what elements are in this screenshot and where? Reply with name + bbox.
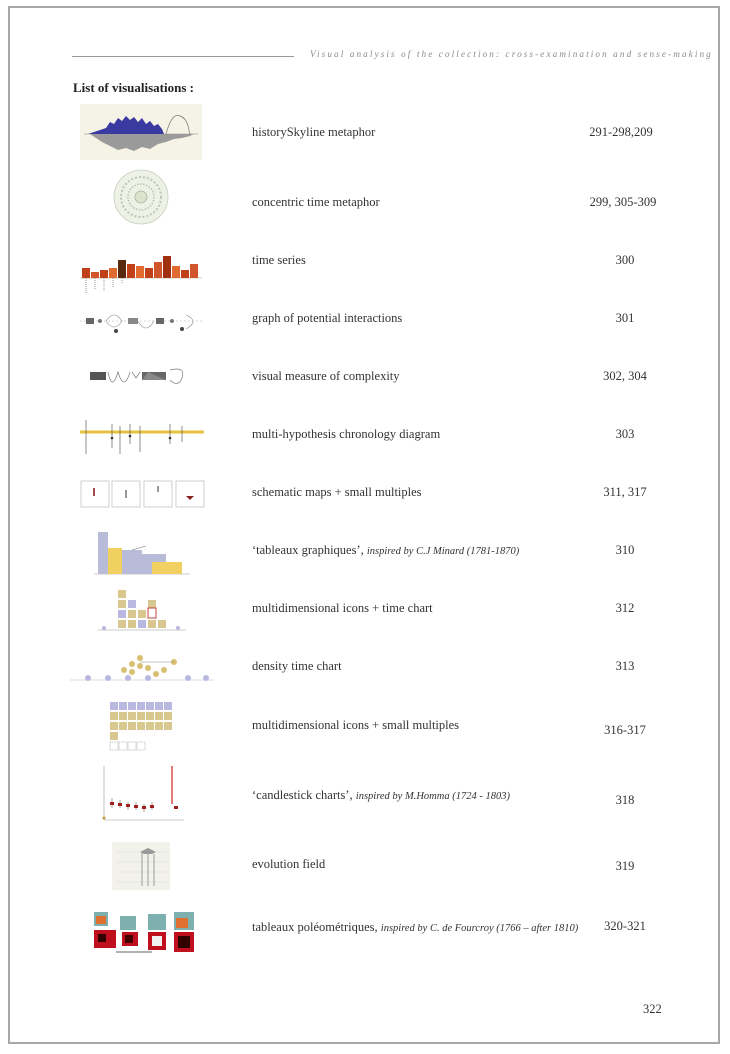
fourcroy-thumbnail (92, 910, 196, 958)
time-series-thumbnail (78, 246, 204, 296)
page-number: 322 (643, 1002, 662, 1016)
entry-pages: 303 (615, 427, 635, 441)
density-thumbnail (68, 648, 216, 686)
entry-label: graph of potential interactions (252, 311, 403, 325)
entry-pages: 291-298,209 (589, 125, 653, 139)
list-title: List of visualisations : (73, 80, 194, 95)
icons-multiples-thumbnail (108, 700, 176, 752)
entry-label: visual measure of complexity (252, 369, 400, 383)
entry-label-text: ‘candlestick charts’, (252, 788, 353, 802)
entry-label: multi-hypothesis chronology diagram (252, 427, 441, 441)
entry-label (252, 543, 519, 558)
header-rule (72, 56, 294, 57)
entry-pages: 318 (615, 793, 635, 807)
entry-label: concentric time metaphor (252, 195, 380, 209)
graph-thumbnail (76, 307, 206, 339)
chronology-thumbnail (78, 414, 206, 460)
entry-pages: 301 (615, 311, 635, 325)
minard-thumbnail (92, 524, 192, 576)
entry-label (252, 921, 582, 935)
entry-pages: 311, 317 (603, 485, 647, 499)
entry-pages: 310 (615, 543, 635, 557)
entry-pages: 299, 305-309 (589, 195, 657, 209)
entry-pages: 312 (615, 601, 635, 615)
entry-pages: 300 (615, 253, 635, 267)
entry-pages: 302, 304 (603, 369, 647, 383)
entry-label: evolution field (252, 857, 326, 871)
entry-pages: 313 (615, 659, 635, 673)
entry-label (252, 788, 510, 803)
entry-label: multidimensional icons + time chart (252, 601, 433, 615)
skyline-thumbnail (80, 104, 202, 160)
entry-label-text: tableaux poléométriques, (252, 920, 378, 934)
entry-note: inspired by C. de Fourcroy (1766 – after 1810) (380, 923, 579, 934)
entry-label-text: ‘tableaux graphiques’, (252, 543, 364, 557)
entry-note: inspired by M.Homma (1724 - 1803) (355, 791, 510, 802)
entry-pages: 320-321 (604, 919, 646, 933)
entry-label: density time chart (252, 659, 342, 673)
entry-note: inspired by C.J Minard (1781-1870) (366, 546, 520, 557)
candlestick-thumbnail (94, 762, 186, 828)
running-title: Visual analysis of the collection: cross-examination and sense-making (310, 49, 713, 59)
entry-pages: 319 (615, 859, 635, 873)
schematic-maps-thumbnail (78, 478, 206, 512)
icons-time-thumbnail (96, 584, 188, 634)
entry-label: multidimensional icons + small multiples (252, 718, 460, 732)
concentric-thumbnail (112, 168, 170, 226)
evolution-thumbnail (112, 842, 170, 890)
entry-label: historySkyline metaphor (252, 125, 376, 139)
entry-pages: 316-317 (604, 723, 646, 737)
entry-label: time series (252, 253, 306, 267)
complexity-thumbnail (86, 362, 192, 392)
entry-label: schematic maps + small multiples (252, 485, 422, 499)
